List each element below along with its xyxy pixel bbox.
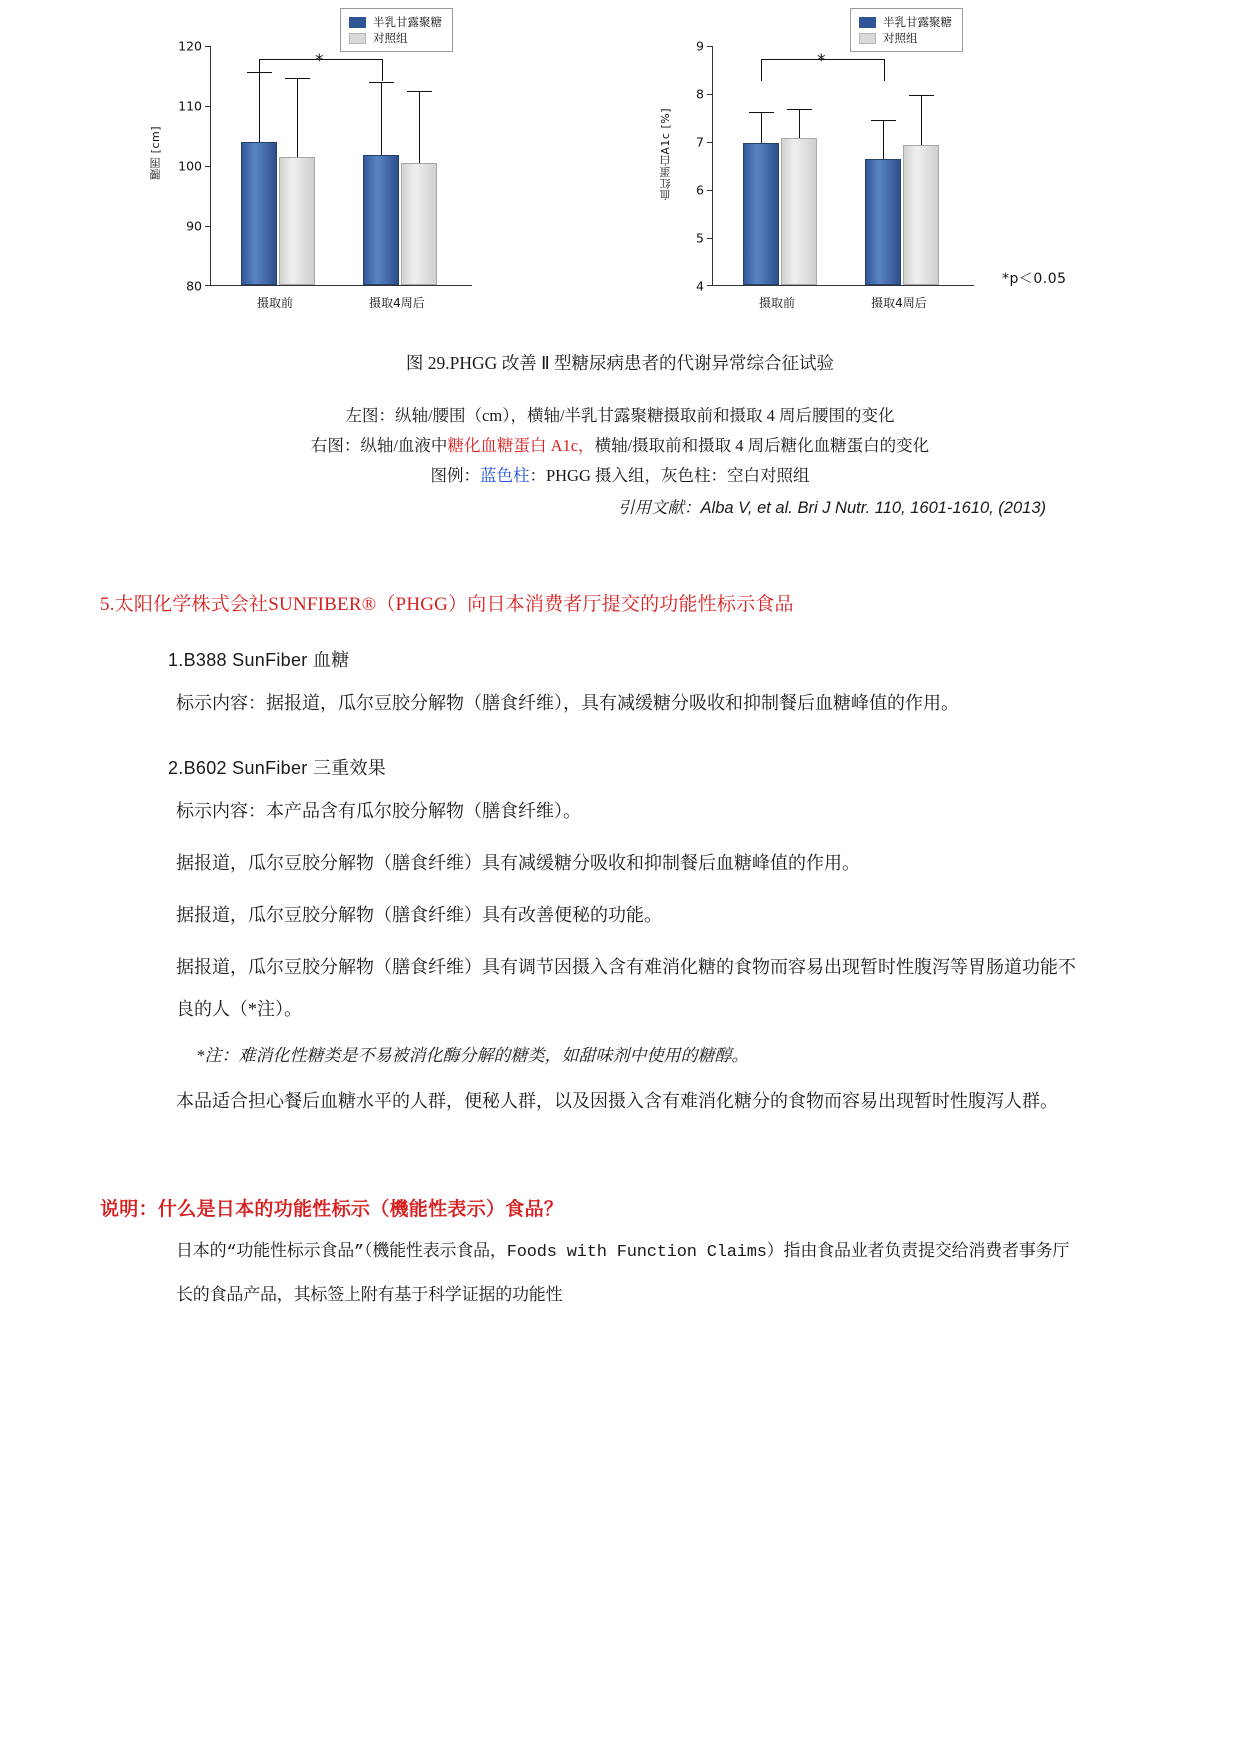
figure-note-legend — [190, 461, 1050, 491]
x-label-after-right: 摄取4周后 — [871, 296, 927, 310]
figure-caption: 图 29.PHGG 改善 Ⅱ 型糖尿病患者的代谢异常综合征试验 — [405, 353, 835, 373]
bar-control-before-right — [781, 138, 817, 285]
subsection-1-paragraph-1: 标示内容：据报道，瓜尔豆胶分解物（膳食纤维），具有减缓糖分吸收和抑制餐后血糖峰值的作用。 — [176, 693, 959, 713]
legend-label-phgg: 半乳甘露聚糖 — [373, 15, 442, 29]
figure-29 — [120, 0, 1120, 523]
plot-area-right — [650, 36, 1120, 336]
section-title-text: 太阳化学株式会社SUNFIBER®（PHGG）向日本消费者厅提交的功能性标示食品 — [114, 594, 794, 615]
legend-entry-phgg-right — [859, 14, 952, 30]
y-tick-110: 110 — [178, 98, 202, 114]
legend-label-phgg-right: 半乳甘露聚糖 — [883, 15, 952, 29]
x-label-before-right: 摄取前 — [758, 296, 795, 310]
subsection-2-paragraph-2: 据报道，瓜尔豆胶分解物（膳食纤维）具有减缓糖分吸收和抑制餐后血糖峰值的作用。 — [176, 853, 860, 873]
subsection-heading-1: 1.B388 SunFiber 血糖 — [168, 650, 350, 670]
explanation-title: 说明：什么是日本的功能性标示（機能性表示）食品？ — [100, 1199, 564, 1220]
legend-entry-phgg — [349, 14, 442, 30]
significance-star-left: * — [315, 51, 324, 71]
y-axis-title-left: 腰围 [cm] — [149, 126, 162, 181]
figure-note-legend-blue: 蓝色柱 — [479, 466, 530, 485]
y-tick-120: 120 — [178, 38, 202, 54]
y-tick-7: 7 — [696, 134, 704, 150]
section-number: 5. — [100, 594, 115, 615]
x-label-before-left: 摄取前 — [256, 296, 293, 310]
y-axis-ticks-right — [680, 36, 704, 296]
subsection-2-paragraph-1: 标示内容：本产品含有瓜尔胶分解物（膳食纤维）。 — [176, 801, 581, 821]
document-content — [100, 589, 1140, 1319]
subsection-2-note: *注：难消化性糖类是不易被消化酶分解的糖类，如甜味剂中使用的糖醇。 — [196, 1046, 749, 1065]
legend-label-control-right: 对照组 — [883, 31, 918, 45]
axes-frame-right — [712, 46, 974, 286]
axes-frame-left — [210, 46, 472, 286]
legend-swatch-blue-right — [859, 17, 876, 28]
figure-notes — [190, 401, 1050, 523]
bar-phgg-before-right — [743, 143, 779, 285]
y-tick-80: 80 — [186, 278, 202, 294]
y-tick-4: 4 — [696, 278, 704, 294]
y-tick-5: 5 — [696, 230, 704, 246]
chart-hba1c — [650, 8, 1120, 336]
figure-note-right-pre: 右图：纵轴/血液中 — [310, 436, 448, 455]
figure-note-left: 左图：纵轴/腰围（cm），横轴/半乳甘露聚糖摄取前和摄取 4 周后腰围的变化 — [345, 406, 895, 425]
figure-note-legend-post: ：PHGG 摄入组，灰色柱：空白对照组 — [529, 466, 810, 485]
bar-phgg-after-left — [363, 155, 399, 285]
legend-label-control: 对照组 — [373, 31, 408, 45]
bar-control-after-left — [401, 163, 437, 285]
figure-note-right-highlight: 糖化血糖蛋白 A1c， — [447, 436, 595, 455]
significance-star-right: * — [817, 51, 826, 71]
charts-row — [120, 8, 1120, 336]
figure-note-right — [190, 431, 1050, 461]
explanation-paragraph: 日本的“功能性标示食品”（機能性表示食品，Foods with Function Claims）指由食品业者负责提交给消费者事务厅长的食品产品，其标签上附有基于科学证据的功能性 — [176, 1243, 1070, 1306]
bar-phgg-before-left — [241, 142, 277, 285]
y-axis-ticks-left — [168, 36, 202, 296]
subsection-heading-2: 2.B602 SunFiber 三重效果 — [168, 758, 387, 778]
y-tick-6: 6 — [696, 182, 704, 198]
section-title — [100, 589, 1140, 616]
figure-note-right-post: 横轴/摄取前和摄取 4 周后糖化血糖蛋白的变化 — [594, 436, 930, 455]
subsection-2-paragraph-4: 据报道，瓜尔豆胶分解物（膳食纤维）具有调节因摄入含有难消化糖的食物而容易出现暂时性腹泻等胃肠道功能不良的人（*注）。 — [176, 957, 1076, 1019]
bar-control-after-right — [903, 145, 939, 285]
y-axis-title-right: 血红蛋白A1c [%] — [659, 108, 672, 201]
figure-reference: 引用文献：Alba V, et al. Bri J Nutr. 110, 1601-1610, (2013) — [618, 499, 1046, 517]
figure-note-legend-pre: 图例： — [430, 466, 480, 485]
subsection-2-closing: 本品适合担心餐后血糖水平的人群，便秘人群，以及因摄入含有难消化糖分的食物而容易出现暂时性腹泻人群。 — [176, 1091, 1058, 1111]
p-value-note: *p＜0.05 — [1002, 271, 1067, 287]
y-tick-90: 90 — [186, 218, 202, 234]
plot-area-left — [140, 36, 560, 336]
subsection-2-paragraph-3: 据报道，瓜尔豆胶分解物（膳食纤维）具有改善便秘的功能。 — [176, 905, 662, 925]
chart-waist-circumference — [140, 8, 560, 336]
bar-control-before-left — [279, 157, 315, 285]
y-tick-9: 9 — [696, 38, 704, 54]
y-tick-8: 8 — [696, 86, 704, 102]
x-label-after-left: 摄取4周后 — [369, 296, 425, 310]
y-tick-100: 100 — [178, 158, 202, 174]
bar-phgg-after-right — [865, 159, 901, 285]
legend-swatch-blue — [349, 17, 366, 28]
